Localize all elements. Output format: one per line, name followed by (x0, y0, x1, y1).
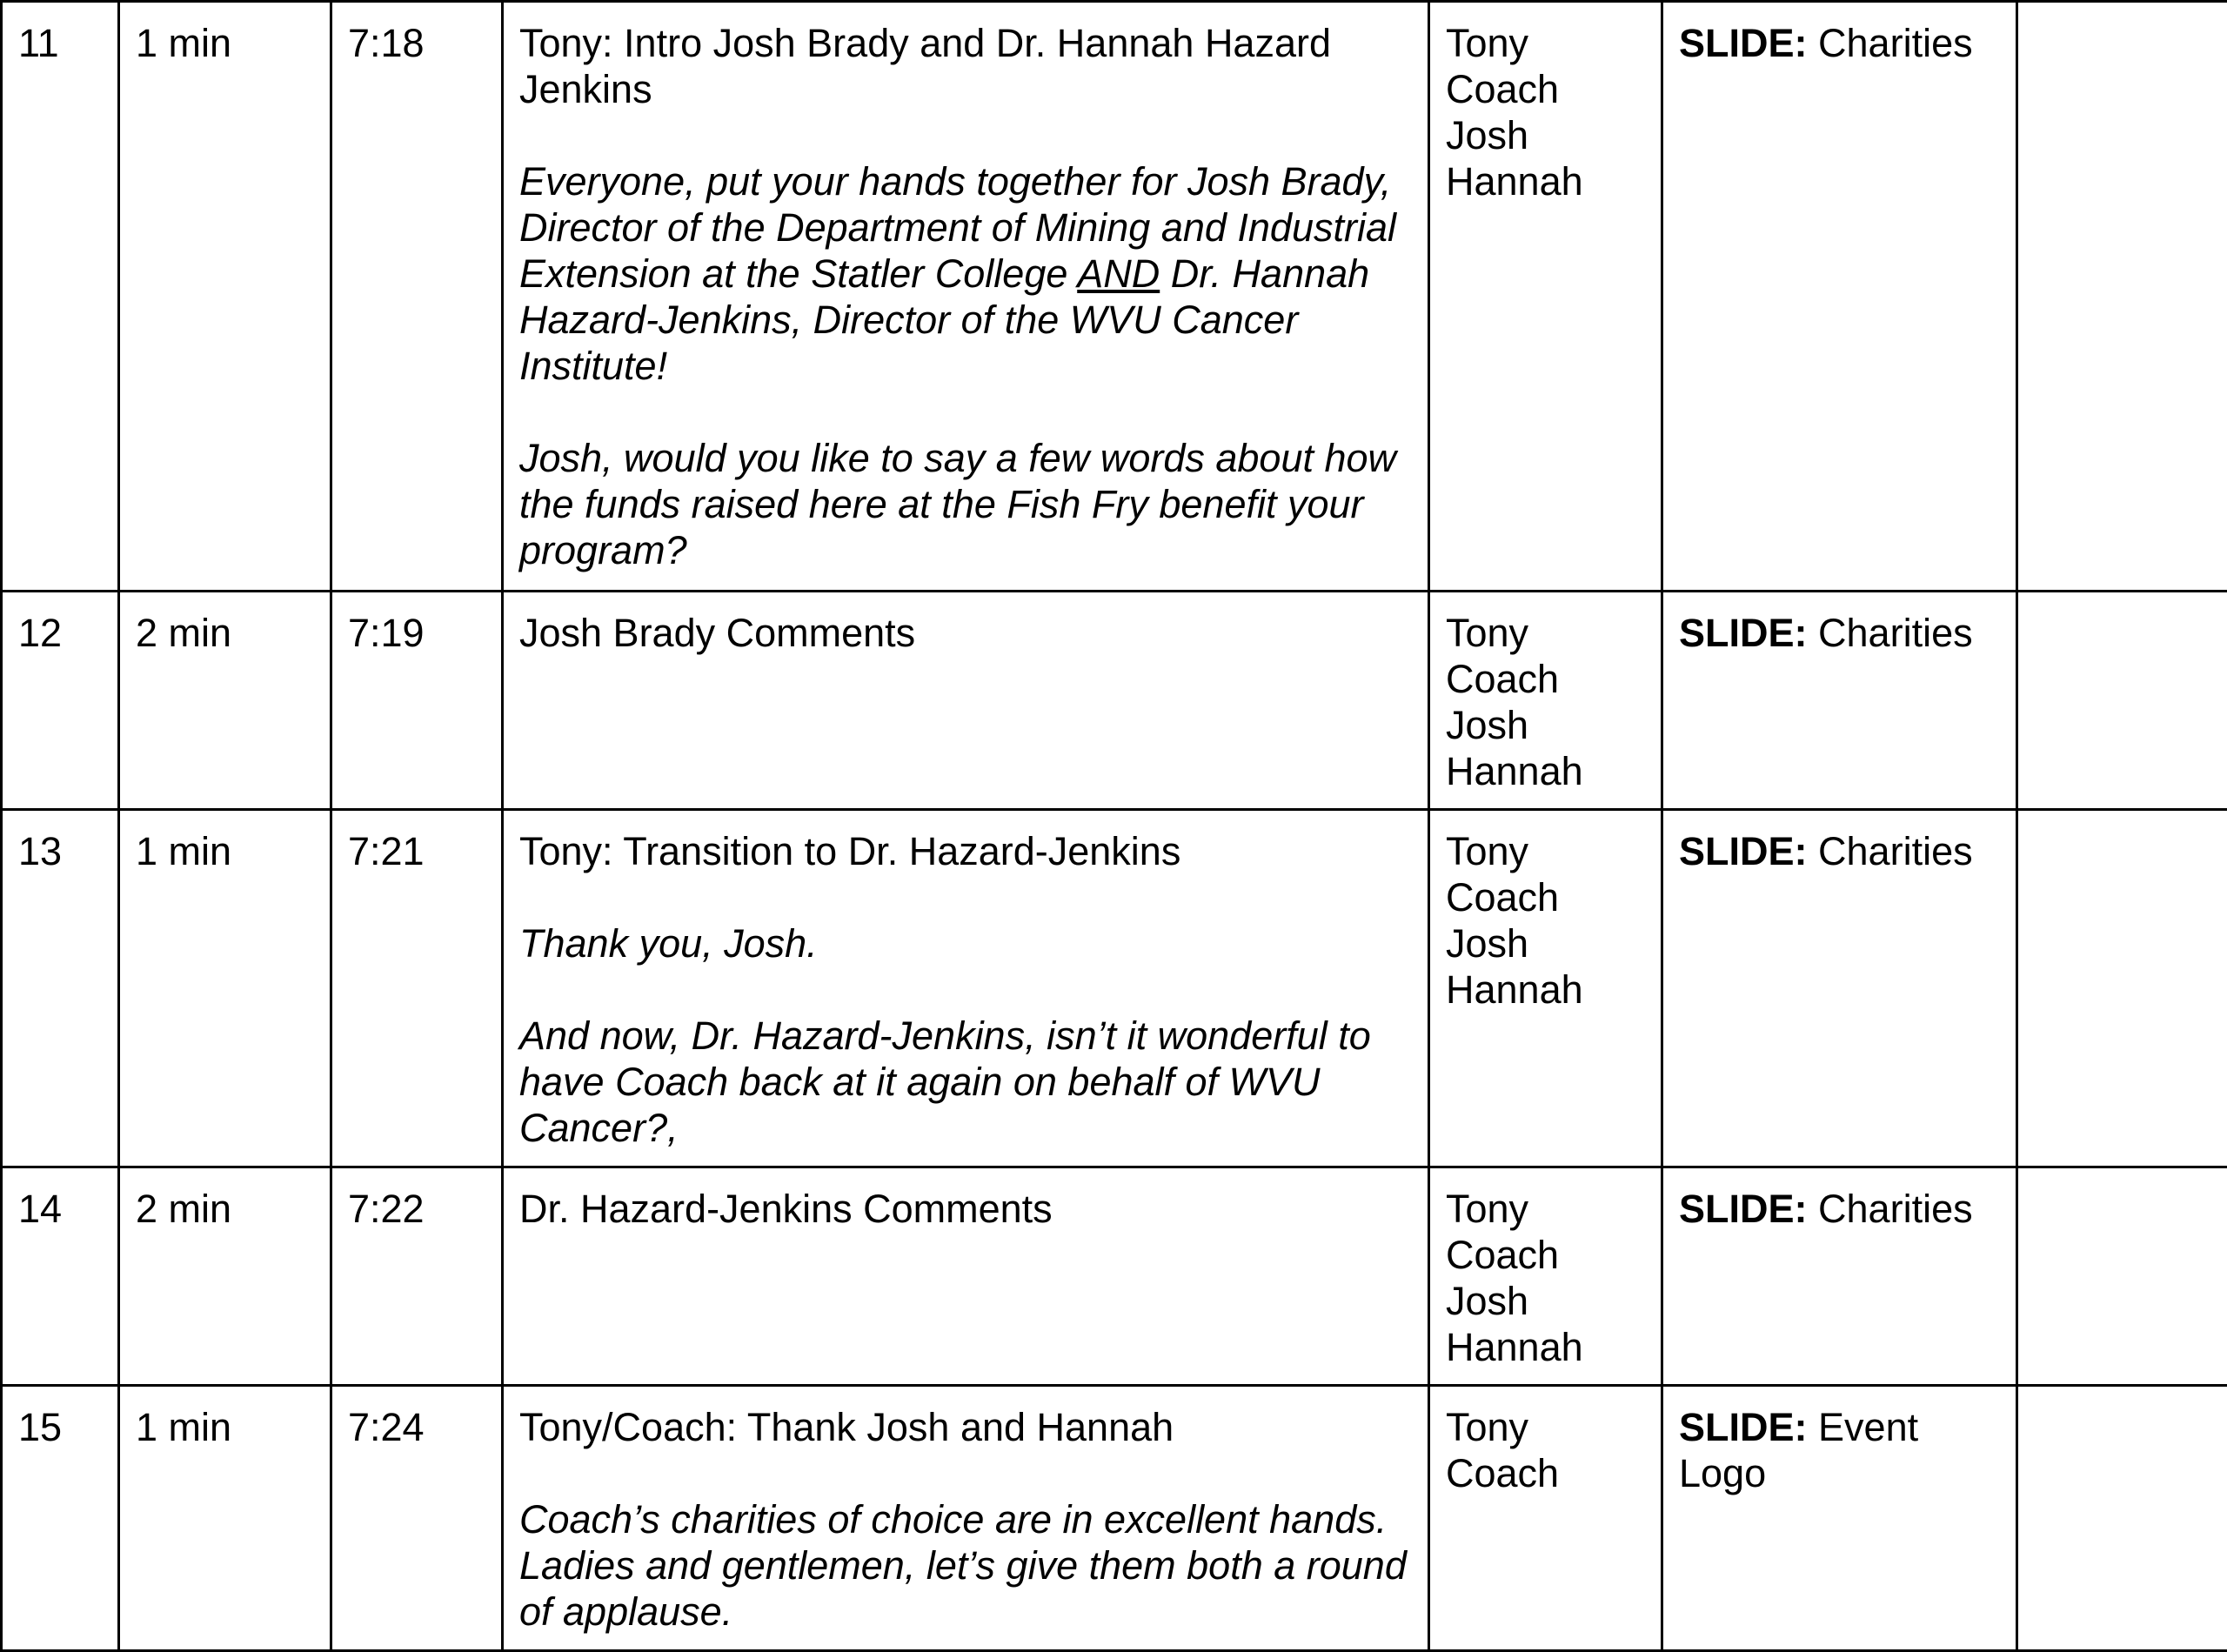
segment-content (503, 810, 1429, 1167)
segment-script (519, 158, 1414, 389)
segment-title: Tony: Intro Josh Brady and Dr. Hannah Hazard Jenkins (519, 21, 1332, 111)
slide-label: SLIDE: (1679, 1405, 1808, 1449)
participant-name: Josh (1446, 703, 1529, 747)
segment-script: And now, Dr. Hazard-Jenkins, isn’t it wonderful to have Coach back at it again on behalf of WVU Cancer?, (519, 1013, 1371, 1150)
segment-script: Josh, would you like to say a few words about how the funds raised here at the Fish Fry benefit your program? (519, 436, 1397, 572)
segment-duration: 2 min (119, 1167, 331, 1386)
participant-name: Coach (1446, 67, 1560, 111)
participant-name: Tony (1446, 829, 1529, 873)
segment-content (503, 1386, 1429, 1651)
segment-time: 7:19 (331, 592, 503, 810)
participant-name: Tony (1446, 611, 1529, 655)
segment-number: 15 (2, 1386, 119, 1651)
slide-label: SLIDE: (1679, 829, 1808, 873)
table-row (2, 2, 2227, 592)
participant-name: Coach (1446, 875, 1560, 920)
slide-value: Charities (1818, 829, 1973, 873)
segment-duration: 1 min (119, 810, 331, 1167)
participant-name: Josh (1446, 113, 1529, 157)
segment-time: 7:22 (331, 1167, 503, 1386)
participant-name: Coach (1446, 1451, 1560, 1495)
segment-duration: 1 min (119, 2, 331, 592)
segment-notes (2017, 810, 2227, 1167)
slide-label: SLIDE: (1679, 1187, 1808, 1231)
participant-name: Hannah (1446, 967, 1583, 1012)
segment-av (1662, 1386, 2017, 1651)
participant-name: Hannah (1446, 749, 1583, 793)
table-row (2, 810, 2227, 1167)
script-emphasis: AND (1077, 251, 1160, 296)
participant-name: Coach (1446, 657, 1560, 701)
segment-participants (1429, 1386, 1662, 1651)
participant-name: Coach (1446, 1233, 1560, 1277)
segment-script: Thank you, Josh. (519, 921, 818, 966)
segment-content (503, 1167, 1429, 1386)
segment-notes (2017, 2, 2227, 592)
slide-value: Charities (1818, 21, 1973, 65)
segment-script: Coach’s charities of choice are in excellent hands. Ladies and gentlemen, let’s give them both a round of applause. (519, 1497, 1407, 1634)
segment-participants (1429, 2, 1662, 592)
segment-av (1662, 810, 2017, 1167)
segment-content (503, 2, 1429, 592)
segment-number: 13 (2, 810, 119, 1167)
segment-time: 7:24 (331, 1386, 503, 1651)
segment-title: Tony/Coach: Thank Josh and Hannah (519, 1405, 1174, 1449)
segment-time: 7:21 (331, 810, 503, 1167)
participant-name: Tony (1446, 21, 1529, 65)
segment-av (1662, 1167, 2017, 1386)
slide-value: Charities (1818, 1187, 1973, 1231)
slide-label: SLIDE: (1679, 611, 1808, 655)
participant-name: Josh (1446, 921, 1529, 966)
participant-name: Hannah (1446, 1325, 1583, 1369)
segment-notes (2017, 1386, 2227, 1651)
segment-number: 12 (2, 592, 119, 810)
slide-value: Event Logo (1679, 1405, 1919, 1495)
segment-number: 14 (2, 1167, 119, 1386)
participant-name: Josh (1446, 1279, 1529, 1323)
table-row (2, 1167, 2227, 1386)
participant-name: Tony (1446, 1405, 1529, 1449)
script-text: Dr. Hannah Hazard-Jenkins, Director of the WVU Cancer Institute! (519, 251, 1370, 388)
segment-duration: 1 min (119, 1386, 331, 1651)
participant-name: Tony (1446, 1187, 1529, 1231)
segment-participants (1429, 1167, 1662, 1386)
slide-value: Charities (1818, 611, 1973, 655)
segment-content (503, 592, 1429, 810)
segment-av (1662, 592, 2017, 810)
segment-notes (2017, 1167, 2227, 1386)
segment-av (1662, 2, 2017, 592)
script-text: Everyone, put your hands together for Josh Brady, Director of the Department of Mining and Industrial Extension at the Statler College (519, 159, 1396, 296)
slide-label: SLIDE: (1679, 21, 1808, 65)
segment-title: Tony: Transition to Dr. Hazard-Jenkins (519, 829, 1181, 873)
segment-duration: 2 min (119, 592, 331, 810)
table-row (2, 1386, 2227, 1651)
participant-name: Hannah (1446, 159, 1583, 204)
table-row (2, 592, 2227, 810)
segment-participants (1429, 592, 1662, 810)
segment-time: 7:18 (331, 2, 503, 592)
segment-title: Dr. Hazard-Jenkins Comments (519, 1187, 1053, 1231)
segment-title: Josh Brady Comments (519, 611, 916, 655)
segment-participants (1429, 810, 1662, 1167)
segment-number: 11 (2, 2, 119, 592)
segment-notes (2017, 592, 2227, 810)
